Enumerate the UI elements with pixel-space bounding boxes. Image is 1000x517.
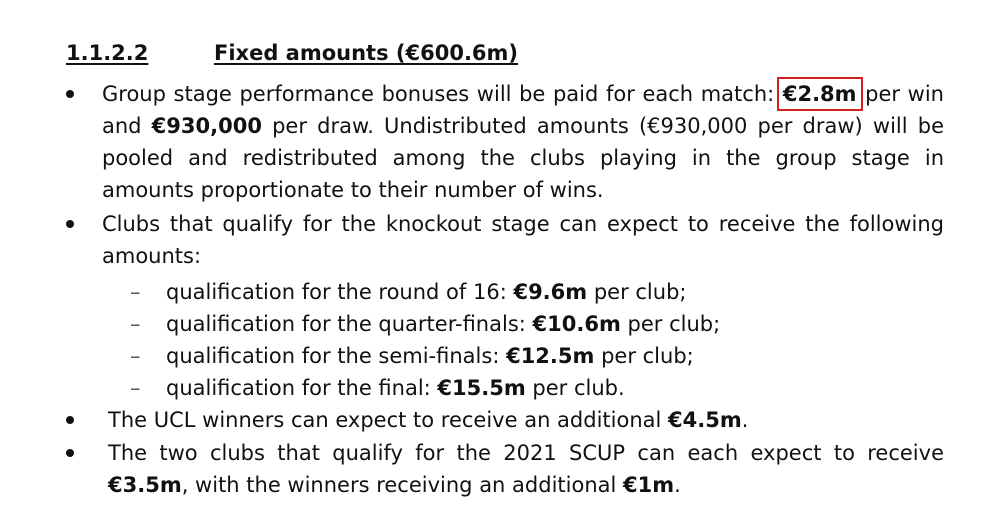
dash-icon: – xyxy=(130,344,141,368)
sub-item-round-of-16: – qualification for the round of 16: €9.6m per club; xyxy=(130,276,687,308)
dash-icon: – xyxy=(130,280,141,304)
bullet-icon xyxy=(66,220,74,228)
section-number: 1.1.2.2 xyxy=(66,41,149,65)
bullet-icon xyxy=(66,416,74,424)
highlighted-amount: €2.8m xyxy=(782,82,857,106)
section-title: Fixed amounts (€600.6m) xyxy=(214,41,519,65)
bullet-text: The two clubs that qualify for the 2021 SCUP can each expect to receive €3.5m, with the winners receiving an additional €1m. xyxy=(108,441,944,497)
bullet-group-stage xyxy=(66,78,944,206)
dash-icon: – xyxy=(130,376,141,400)
bullet-scup xyxy=(66,437,944,501)
bullet-icon xyxy=(66,449,74,457)
bullet-text: Clubs that qualify for the knockout stage can expect to receive the following amounts: xyxy=(102,212,944,268)
sub-item-final: – qualification for the final: €15.5m per club. xyxy=(130,372,625,404)
draw-amount: €930,000 xyxy=(151,114,262,138)
bullet-knockout-stage xyxy=(66,208,944,272)
sub-item-semi-finals: – qualification for the semi-finals: €12.5m per club; xyxy=(130,340,694,372)
bullet-ucl-winners xyxy=(66,404,944,436)
bullet-icon xyxy=(66,90,74,98)
dash-icon: – xyxy=(130,312,141,336)
bullet-text: Group stage performance bonuses will be paid for each match: €2.8m per win and €930,000 per draw. Undistributed amounts (€930,000 per draw) will be pooled and redistributed among the clubs playing in the group stage in amounts proportionate to their number of wins. xyxy=(102,82,944,202)
sub-item-quarter-finals: – qualification for the quarter-finals: €10.6m per club; xyxy=(130,308,720,340)
section-heading xyxy=(66,40,519,66)
bullet-text: The UCL winners can expect to receive an additional €4.5m. xyxy=(108,408,749,432)
